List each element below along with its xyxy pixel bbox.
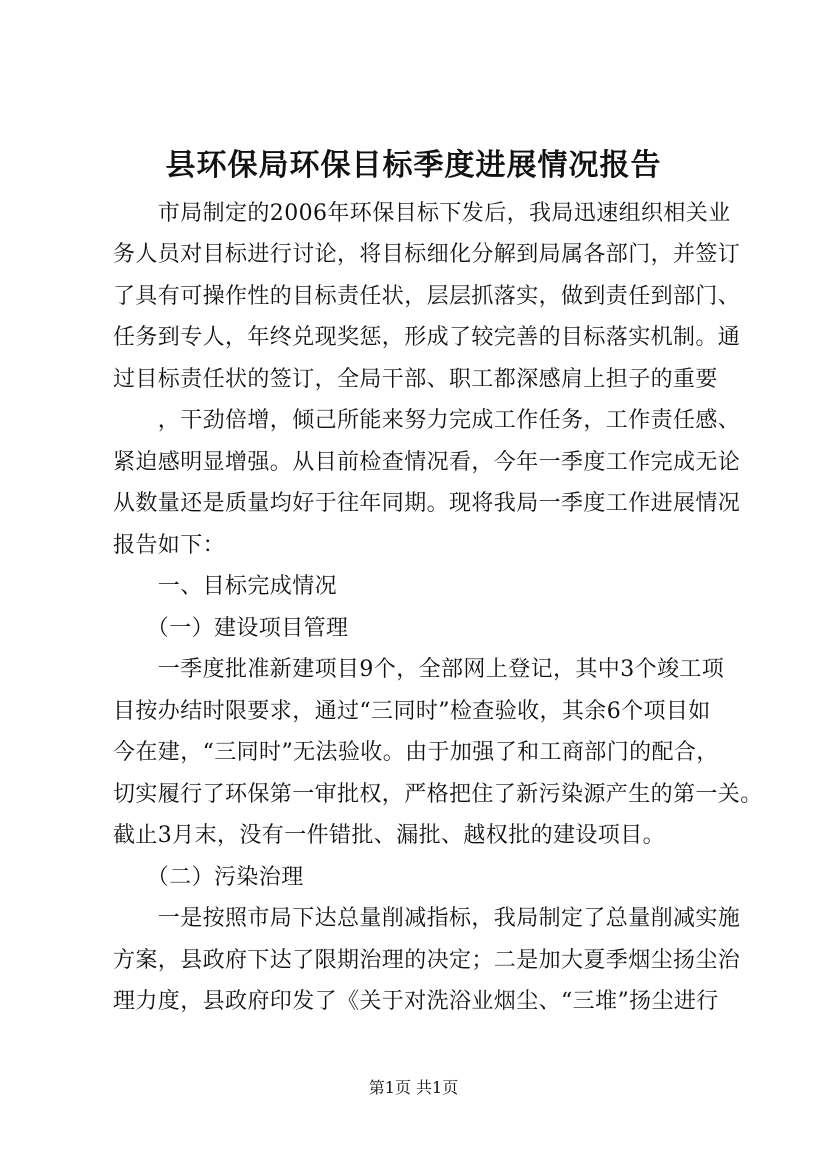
subsection-heading-2: （二）污染治理 — [113, 865, 304, 890]
body-line-4: 任务到专人，年终兑现奖惩，形成了较完善的目标落实机制。通 — [113, 325, 741, 350]
body-line-6: ，干劲倍增，倾己所能来努力完成工作任务，工作责任感、 — [113, 408, 741, 433]
body-line-9: 报告如下： — [113, 533, 226, 558]
body-line-16: 截止3月末，没有一件错批、漏批、越权批的建设项目。 — [113, 823, 665, 848]
body-line-13: 目按办结时限要求，通过“三同时”检查验收，其余6个项目如 — [113, 699, 711, 724]
body-line-8: 从数量还是质量均好于往年同期。现将我局一季度工作进展情况 — [113, 491, 741, 516]
body-line-3: 了具有可操作性的目标责任状，层层抓落实，做到责任到部门、 — [113, 284, 741, 309]
subsection-heading-1: （一）建设项目管理 — [113, 616, 349, 641]
document-title: 县环保局环保目标季度进展情况报告 — [165, 148, 662, 183]
body-line-1: 市局制定的2006年环保目标下发后，我局迅速组织相关业 — [113, 201, 731, 226]
page-footer: 第1页 共1页 — [368, 1078, 459, 1097]
body-line-5: 过目标责任状的签订，全局干部、职工都深感肩上担子的重要 — [113, 367, 718, 392]
body-line-2: 务人员对目标进行讨论，将目标细化分解到局属各部门，并签订 — [113, 242, 741, 267]
body-line-7: 紧迫感明显增强。从目前检查情况看，今年一季度工作完成无论 — [113, 450, 741, 475]
body-line-12: 一季度批准新建项目9个，全部网上登记，其中3个竣工项 — [113, 657, 725, 682]
section-heading-1: 一、目标完成情况 — [113, 574, 338, 599]
body-line-18: 一是按照市局下达总量削减指标，我局制定了总量削减实施 — [113, 906, 741, 931]
body-line-20: 理力度，县政府印发了《关于对洗浴业烟尘、“三堆”扬尘进行 — [113, 989, 719, 1014]
body-line-15: 切实履行了环保第一审批权，严格把住了新污染源产生的第一关。 — [113, 782, 763, 807]
body-line-14: 今在建，“三同时”无法验收。由于加强了和工商部门的配合， — [113, 740, 719, 765]
body-line-19: 方案，县政府下达了限期治理的决定；二是加大夏季烟尘扬尘治 — [113, 948, 741, 973]
